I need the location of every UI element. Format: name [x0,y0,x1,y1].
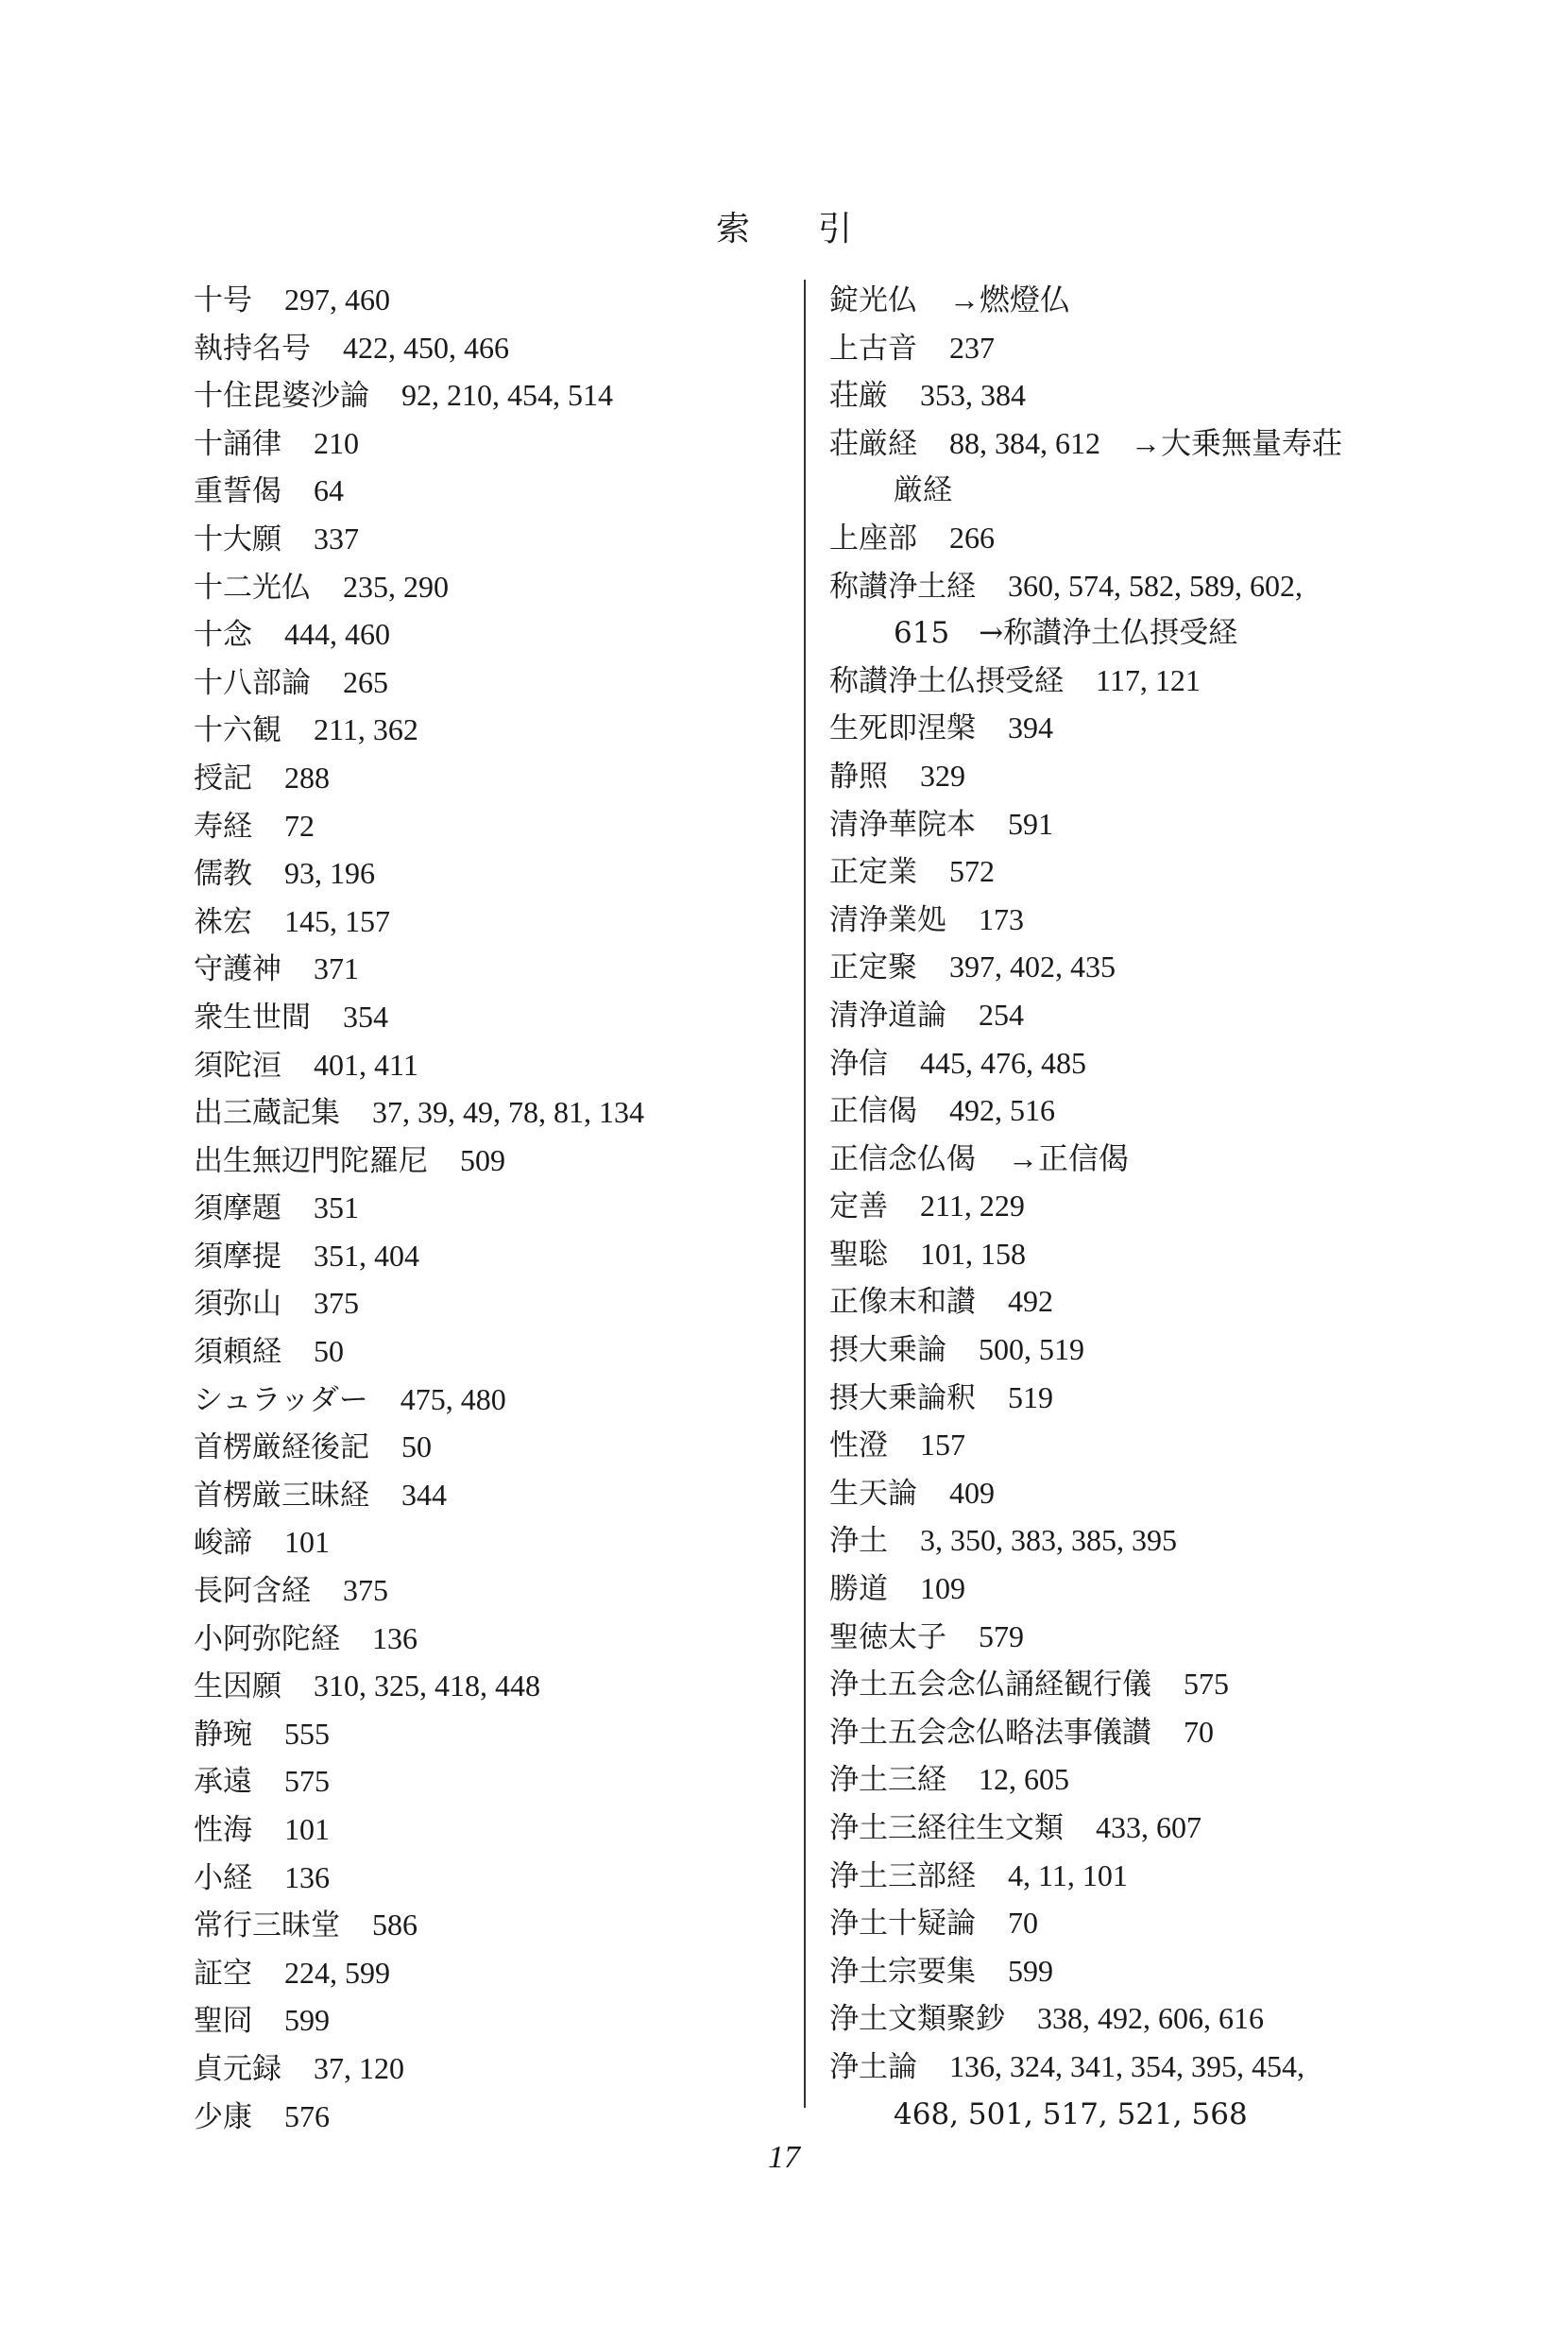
index-refs: 70 [1184,1714,1214,1749]
index-term: 正信偈 [829,1094,917,1129]
index-term: 浄土三部経 [829,1858,976,1893]
index-refs: 337 [314,521,359,556]
index-entry [829,1995,1434,2044]
index-entry-continuation: 615 →称讃浄土仏摂受経 [894,616,1238,651]
index-entry [194,850,770,898]
index-entry [829,277,1434,325]
index-term: 摂大乗論 [829,1333,946,1368]
index-term: 小経 [194,1860,252,1895]
index-refs: 92, 210, 454, 514 [401,378,613,413]
index-entry [194,1233,770,1281]
index-term: 貞元録 [194,2051,281,2086]
index-refs: 101 [284,1525,330,1560]
index-refs: 237 [949,330,995,365]
index-entry [829,1948,1434,1996]
index-refs: 500, 519 [979,1332,1084,1367]
index-refs: 310, 325, 418, 448 [314,1668,540,1703]
index-entry [829,848,1434,897]
index-term: 執持名号 [194,331,311,366]
index-entry [194,277,770,325]
index-term: 正定聚 [829,950,917,985]
index-term: 須摩提 [194,1239,281,1274]
index-refs: 444, 460 [284,617,390,652]
index-term: 寿経 [194,809,252,844]
index-term: 出生無辺門陀羅尼 [194,1143,428,1178]
index-entry [194,611,770,659]
index-refs: 397, 402, 435 [949,950,1116,984]
index-refs: 88, 384, 612 →大乗無量寿荘 [949,425,1343,460]
index-refs: →燃燈仏 [949,282,1071,317]
index-entry [194,1042,770,1090]
index-entry [194,1424,770,1472]
index-refs: 101 [284,1812,330,1846]
index-entry [829,1661,1434,1709]
index-entry [194,1711,770,1759]
index-entry [194,1280,770,1328]
index-refs: 329 [920,758,965,793]
index-term: 儒教 [194,857,252,892]
index-entry [829,325,1434,373]
index-entry [194,2094,770,2142]
index-refs: 117, 121 [1096,662,1201,697]
index-entry [829,992,1434,1040]
index-entry [829,563,1434,611]
index-entry [829,1375,1434,1423]
index-term: 袾宏 [194,904,252,939]
index-entry [194,1089,770,1138]
index-term: 少康 [194,2099,252,2134]
index-term: 重誓偈 [194,474,281,509]
index-term: 守護神 [194,952,281,987]
index-entry [829,1183,1434,1231]
index-entry [194,1185,770,1233]
index-entry [194,1950,770,1998]
index-refs: 575 [1184,1667,1229,1702]
index-entry [194,564,770,612]
index-term: 清浄業処 [829,902,946,937]
index-term: 峻諦 [194,1526,252,1561]
index-term: 十二光仏 [194,570,311,605]
index-entry [194,1997,770,2045]
index-entry [829,1756,1434,1805]
index-entry [829,1853,1434,1901]
index-term: 浄信 [829,1046,888,1081]
index-refs: 3, 350, 383, 385, 395 [920,1523,1177,1558]
index-term: 上古音 [829,331,917,366]
index-term: 清浄道論 [829,998,946,1033]
index-column-left [194,277,770,2141]
index-refs: 211, 362 [314,712,418,747]
index-entry [194,372,770,420]
index-term: 小阿弥陀経 [194,1621,340,1656]
index-refs: 409 [949,1475,995,1510]
index-term: 十号 [194,283,252,317]
index-term: 浄土宗要集 [829,1954,976,1989]
index-term: 正像末和讃 [829,1285,976,1320]
index-term: シュラッダー [194,1382,368,1417]
index-entry [829,1136,1434,1184]
column-divider [804,280,806,2108]
index-entry [194,1138,770,1186]
index-term: 聖徳太子 [829,1619,946,1654]
index-entry [194,1328,770,1377]
index-term: 性澄 [829,1429,888,1463]
index-refs: 50 [314,1334,344,1369]
index-refs: →正信偈 [1008,1140,1130,1175]
index-entry [194,946,770,994]
index-refs: 371 [314,951,359,986]
index-refs: 136, 324, 341, 354, 395, 454, [949,2048,1304,2083]
index-entry [194,1855,770,1903]
index-refs: 599 [284,2003,330,2038]
index-term: 須弥山 [194,1287,281,1322]
index-refs: 224, 599 [284,1955,390,1990]
index-term: 生死即涅槃 [829,711,976,746]
index-term: 十念 [194,618,252,653]
index-refs: 572 [949,854,995,889]
index-entry [829,1087,1434,1136]
index-refs: 492 [1008,1284,1053,1319]
index-entry [194,420,770,469]
index-entry [194,325,770,373]
index-refs: 599 [1008,1953,1053,1988]
index-entry [194,1902,770,1950]
index-term: 上座部 [829,521,917,556]
index-refs: 576 [284,2098,330,2133]
index-entry [829,1422,1434,1470]
index-entry [829,1900,1434,1948]
index-refs: 351 [314,1190,359,1225]
index-term: 浄土五会念仏略法事儀讃 [829,1715,1151,1750]
index-refs: 72 [284,808,315,843]
index-refs: 50 [401,1429,432,1464]
index-term: 清浄華院本 [829,807,976,842]
index-term: 須陀洹 [194,1048,281,1083]
index-column-right [829,277,1434,2138]
index-entry [194,1567,770,1616]
index-entry [829,1326,1434,1375]
index-refs: 288 [284,760,330,795]
index-term: 浄土五会念仏誦経観行儀 [829,1668,1151,1702]
index-refs: 445, 476, 485 [920,1045,1086,1080]
index-refs: 297, 460 [284,282,390,317]
index-entry [829,1517,1434,1566]
index-refs: 37, 39, 49, 78, 81, 134 [372,1095,644,1130]
index-term: 浄土論 [829,2049,917,2084]
index-term: 摂大乗論釈 [829,1380,976,1415]
index-entry [194,659,770,708]
index-entry [829,1040,1434,1088]
index-refs: 101, 158 [920,1236,1026,1271]
index-term: 須摩題 [194,1191,281,1226]
index-refs: 173 [979,901,1024,936]
index-refs: 265 [343,664,388,699]
index-entry [829,2044,1434,2092]
index-term: 生因願 [194,1669,281,1704]
index-refs: 575 [284,1764,330,1799]
index-refs: 375 [314,1286,359,1321]
index-refs: 344 [401,1477,447,1512]
index-entry [194,1472,770,1520]
index-entry [194,2045,770,2094]
index-term: 首楞厳三昧経 [194,1478,369,1513]
index-refs: 579 [979,1618,1024,1653]
index-refs: 353, 384 [920,378,1026,413]
index-refs: 591 [1008,806,1053,841]
index-term: 十八部論 [194,665,311,700]
index-refs: 375 [343,1573,388,1608]
index-term: 浄土三経往生文類 [829,1811,1064,1845]
index-term: 聖聡 [829,1237,888,1272]
index-term: 出三蔵記集 [194,1096,340,1131]
index-entry [194,1377,770,1425]
index-term: 静照 [829,759,888,794]
page-title: 索引 [715,210,920,248]
index-refs: 586 [372,1908,418,1942]
index-entry [194,468,770,516]
index-refs: 266 [949,520,995,555]
index-refs: 157 [920,1428,965,1463]
index-term: 授記 [194,761,252,796]
index-refs: 360, 574, 582, 589, 602, [1008,568,1303,603]
index-refs: 12, 605 [979,1762,1069,1797]
index-term: 荘厳経 [829,426,917,461]
index-refs: 433, 607 [1096,1810,1202,1844]
index-entry [829,372,1434,420]
index-entry [829,420,1434,469]
index-entry [829,753,1434,801]
index-refs: 475, 480 [400,1381,506,1416]
index-entry [829,1614,1434,1662]
index-entry [194,1663,770,1711]
index-entry [829,897,1434,945]
index-entry [829,944,1434,992]
index-refs: 422, 450, 466 [343,330,509,365]
index-refs: 354 [343,999,388,1034]
index-term: 証空 [194,1956,252,1991]
index-entry [829,1470,1434,1518]
index-entry [829,515,1434,563]
index-entry [829,705,1434,753]
index-refs: 136 [372,1620,418,1655]
index-refs: 70 [1008,1906,1038,1941]
index-term: 称讃浄土仏摂受経 [829,663,1064,698]
index-entry [194,755,770,803]
index-refs: 235, 290 [343,569,449,604]
index-refs: 492, 516 [949,1093,1055,1128]
index-entry [829,1709,1434,1757]
index-term: 定善 [829,1189,888,1224]
index-refs: 401, 411 [314,1047,418,1082]
index-term: 正定業 [829,855,917,890]
index-entry [194,516,770,564]
page-number: 17 [768,2140,800,2175]
index-refs: 64 [314,473,344,508]
index-entry [194,1806,770,1855]
index-entry [194,1616,770,1664]
index-entry-continuation: 厳経 [894,473,952,508]
index-term: 十六観 [194,713,281,748]
index-refs: 4, 11, 101 [1008,1857,1128,1892]
index-refs: 519 [1008,1379,1053,1414]
index-entry-continuation: 468, 501, 517, 521, 568 [894,2096,1248,2131]
index-refs: 145, 157 [284,903,390,938]
index-term: 称讃浄土経 [829,569,976,604]
index-refs: 555 [284,1716,330,1751]
index-refs: 109 [920,1571,965,1606]
index-entry [829,658,1434,706]
index-refs: 509 [460,1142,505,1177]
index-refs: 210 [314,425,359,460]
index-refs: 338, 492, 606, 616 [1037,2001,1264,2036]
index-term: 十大願 [194,522,281,556]
index-term: 常行三昧堂 [194,1908,340,1943]
index-term: 勝道 [829,1572,888,1607]
index-term: 承遠 [194,1765,252,1800]
index-entry [194,994,770,1042]
index-term: 聖冏 [194,2004,252,2039]
index-refs: 394 [1008,710,1053,745]
index-term: 浄土三経 [829,1763,946,1798]
index-term: 浄土十疑論 [829,1907,976,1942]
index-term: 錠光仏 [829,283,917,317]
index-entry [194,707,770,755]
index-refs: 211, 229 [920,1189,1025,1223]
index-term: 性海 [194,1813,252,1847]
index-entry [194,803,770,851]
index-refs: 37, 120 [314,2050,404,2085]
index-refs: 136 [284,1859,330,1894]
index-entry [829,1566,1434,1614]
index-entry [829,1805,1434,1853]
index-entry [829,1231,1434,1279]
index-entry [194,1519,770,1567]
index-term: 須頼経 [194,1335,281,1370]
index-term: 浄土文類聚鈔 [829,2002,1005,2037]
index-entry [829,801,1434,849]
index-term: 荘厳 [829,379,888,414]
index-term: 長阿含経 [194,1574,311,1609]
index-term: 正信念仏偈 [829,1141,976,1176]
index-entry [829,1278,1434,1326]
index-term: 浄土 [829,1524,888,1559]
index-term: 首楞厳経後記 [194,1430,369,1465]
index-entry [194,1758,770,1806]
index-term: 静琬 [194,1717,252,1752]
index-refs: 351, 404 [314,1238,419,1273]
index-term: 生天論 [829,1476,917,1511]
index-refs: 254 [979,997,1024,1032]
index-term: 十誦律 [194,426,281,461]
index-refs: 93, 196 [284,856,375,891]
index-entry [194,898,770,947]
index-term: 十住毘婆沙論 [194,379,369,414]
index-term: 衆生世間 [194,1000,311,1035]
